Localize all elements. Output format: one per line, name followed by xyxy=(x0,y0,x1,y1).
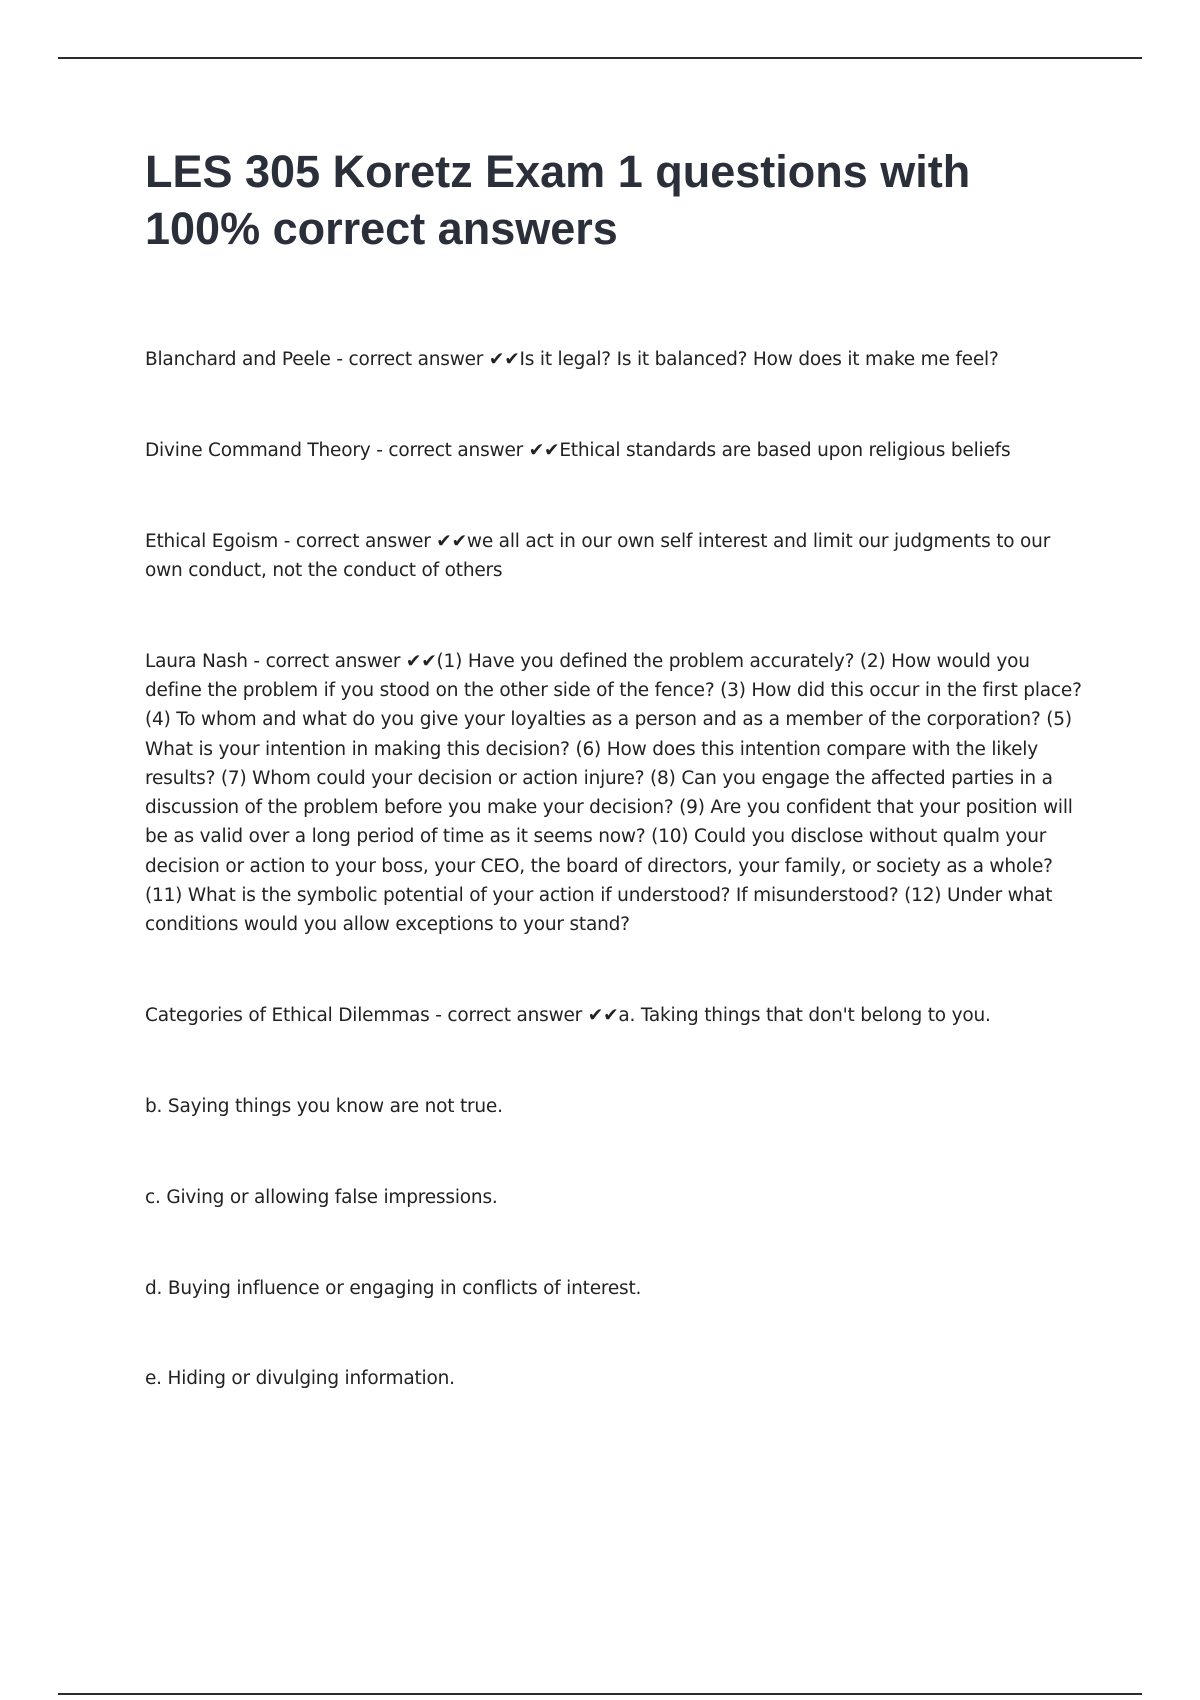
qa-list xyxy=(145,345,1090,1394)
qa-entry xyxy=(145,436,1090,465)
list-item: e. Hiding or divulging information. xyxy=(145,1368,455,1390)
entry-answer: Is it legal? Is it balanced? How does it make me feel? xyxy=(519,349,999,370)
entry-separator: - correct answer ✔✔ xyxy=(370,439,560,461)
qa-entry xyxy=(145,345,1090,374)
entry-answer: a. Taking things that don't belong to you. xyxy=(618,1005,991,1027)
entry-answer: we all act in our own self interest and limit our judgments to our own conduct, not the conduct of others xyxy=(145,530,1051,581)
entry-separator: - correct answer ✔✔ xyxy=(429,1005,619,1027)
qa-entry xyxy=(145,527,1090,586)
list-item: c. Giving or allowing false impressions. xyxy=(145,1186,498,1208)
list-item: d. Buying influence or engaging in conflicts of interest. xyxy=(145,1277,642,1299)
list-item: b. Saying things you know are not true. xyxy=(145,1095,503,1117)
qa-entry xyxy=(145,1001,1090,1030)
entry-separator: - correct answer ✔✔ xyxy=(247,650,437,672)
bottom-rule xyxy=(58,1693,1142,1695)
page-title: LES 305 Koretz Exam 1 questions with 100% correct answers xyxy=(145,146,971,254)
entry-separator: - correct answer ✔✔ xyxy=(330,349,520,370)
qa-entry xyxy=(145,647,1090,940)
entry-term: Blanchard and Peele xyxy=(145,349,331,370)
top-rule xyxy=(58,57,1142,59)
entry-separator: - correct answer ✔✔ xyxy=(278,530,467,552)
entry-answer: Ethical standards are based upon religious beliefs xyxy=(559,439,1011,461)
entry-term: Divine Command Theory xyxy=(145,439,371,461)
entry-answer: (1) Have you defined the problem accurately? (2) How would you define the problem if you stood on the other side of the fence? (3) How did this occur in the first place? (4) To whom and what do you give your loyalties as a person and as a member of the corporation? (5) What is your intention in making this decision? (6) How does this intention compare with the likely results? (7) Whom could your decision or action injure? (8) Can you engage the affected parties in a discussion of the problem before you make your decision? (9) Are you confident that your position will be as valid over a long period of time as it seems now? (10) Could you disclose without qualm your decision or action to your boss, your CEO, the board of directors, your family, or society as a whole? (11) What is the symbolic potential of your action if understood? If misunderstood? (12) Under what conditions would you allow exceptions to your stand? xyxy=(145,650,1082,936)
entry-term: Categories of Ethical Dilemmas xyxy=(145,1005,430,1027)
entry-term: Laura Nash xyxy=(145,650,248,672)
entry-term: Ethical Egoism xyxy=(145,530,279,552)
